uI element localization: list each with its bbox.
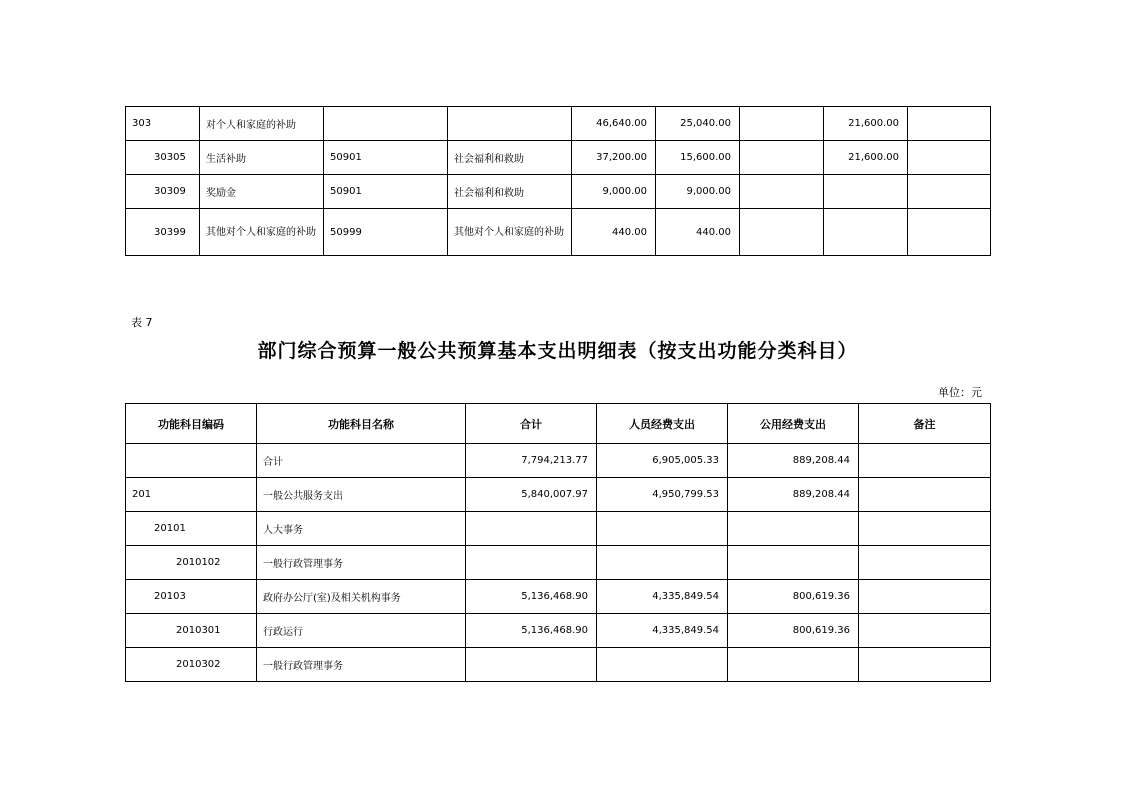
table-label: 表 7 xyxy=(131,316,153,329)
row-col3: 21,600.00 xyxy=(824,141,908,175)
row-public: 889,208.44 xyxy=(728,478,859,512)
table-row xyxy=(126,512,991,546)
row-note xyxy=(859,648,991,682)
table-row xyxy=(126,478,991,512)
row-code: 201 xyxy=(126,478,257,512)
row-personnel xyxy=(597,512,728,546)
row-name: 人大事务 xyxy=(257,512,466,546)
row-econ-name: 其他对个人和家庭的补助 xyxy=(448,209,572,256)
row-note xyxy=(859,444,991,478)
row-note xyxy=(859,546,991,580)
row-personnel xyxy=(597,546,728,580)
row-code: 30305 xyxy=(126,141,200,175)
row-col2 xyxy=(740,209,824,256)
page-title: 部门综合预算一般公共预算基本支出明细表（按支出功能分类科目） xyxy=(257,340,858,362)
row-public: 800,619.36 xyxy=(728,614,859,648)
row-col4 xyxy=(908,209,991,256)
row-code: 30399 xyxy=(126,209,200,256)
table-row xyxy=(126,444,991,478)
row-col1: 15,600.00 xyxy=(656,141,740,175)
row-code: 2010302 xyxy=(126,648,257,682)
row-col2 xyxy=(740,107,824,141)
table-row xyxy=(126,209,991,256)
row-name: 一般公共服务支出 xyxy=(257,478,466,512)
row-total: 9,000.00 xyxy=(572,175,656,209)
header-public: 公用经费支出 xyxy=(728,404,859,444)
row-total: 37,200.00 xyxy=(572,141,656,175)
row-col4 xyxy=(908,141,991,175)
row-econ-code: 50901 xyxy=(324,175,448,209)
row-name: 其他对个人和家庭的补助 xyxy=(200,209,324,256)
row-econ-code: 50999 xyxy=(324,209,448,256)
row-note xyxy=(859,614,991,648)
row-public: 889,208.44 xyxy=(728,444,859,478)
row-col3 xyxy=(824,175,908,209)
table-row xyxy=(126,175,991,209)
row-total xyxy=(466,546,597,580)
row-name: 合计 xyxy=(257,444,466,478)
row-name: 对个人和家庭的补助 xyxy=(200,107,324,141)
row-col1: 25,040.00 xyxy=(656,107,740,141)
table-header-row xyxy=(126,404,991,444)
row-total: 5,136,468.90 xyxy=(466,580,597,614)
row-public xyxy=(728,546,859,580)
row-personnel xyxy=(597,648,728,682)
row-total: 7,794,213.77 xyxy=(466,444,597,478)
row-col1: 9,000.00 xyxy=(656,175,740,209)
row-name: 行政运行 xyxy=(257,614,466,648)
row-col4 xyxy=(908,107,991,141)
row-public xyxy=(728,648,859,682)
row-col1: 440.00 xyxy=(656,209,740,256)
row-code: 30309 xyxy=(126,175,200,209)
row-name: 一般行政管理事务 xyxy=(257,648,466,682)
table-row xyxy=(126,648,991,682)
row-name: 一般行政管理事务 xyxy=(257,546,466,580)
row-econ-code xyxy=(324,107,448,141)
row-name: 生活补助 xyxy=(200,141,324,175)
table-row xyxy=(126,614,991,648)
row-total: 46,640.00 xyxy=(572,107,656,141)
row-total xyxy=(466,648,597,682)
functional-classification-table xyxy=(125,403,991,682)
row-econ-code: 50901 xyxy=(324,141,448,175)
row-econ-name xyxy=(448,107,572,141)
row-col2 xyxy=(740,141,824,175)
unit-label: 单位：元 xyxy=(938,386,982,399)
table-row xyxy=(126,107,991,141)
row-col2 xyxy=(740,175,824,209)
row-note xyxy=(859,478,991,512)
row-name: 政府办公厅(室)及相关机构事务 xyxy=(257,580,466,614)
row-col4 xyxy=(908,175,991,209)
row-note xyxy=(859,580,991,614)
row-col3: 21,600.00 xyxy=(824,107,908,141)
row-code xyxy=(126,444,257,478)
row-econ-name: 社会福利和救助 xyxy=(448,141,572,175)
header-total: 合计 xyxy=(466,404,597,444)
row-code: 2010102 xyxy=(126,546,257,580)
table-row xyxy=(126,580,991,614)
row-econ-name: 社会福利和救助 xyxy=(448,175,572,209)
row-total: 5,136,468.90 xyxy=(466,614,597,648)
row-personnel: 6,905,005.33 xyxy=(597,444,728,478)
row-note xyxy=(859,512,991,546)
header-note: 备注 xyxy=(859,404,991,444)
economic-classification-table xyxy=(125,106,991,256)
row-public xyxy=(728,512,859,546)
header-code: 功能科目编码 xyxy=(126,404,257,444)
row-personnel: 4,335,849.54 xyxy=(597,580,728,614)
row-total xyxy=(466,512,597,546)
row-personnel: 4,950,799.53 xyxy=(597,478,728,512)
row-code: 20101 xyxy=(126,512,257,546)
row-code: 2010301 xyxy=(126,614,257,648)
header-name: 功能科目名称 xyxy=(257,404,466,444)
row-public: 800,619.36 xyxy=(728,580,859,614)
row-personnel: 4,335,849.54 xyxy=(597,614,728,648)
row-name: 奖励金 xyxy=(200,175,324,209)
header-personnel: 人员经费支出 xyxy=(597,404,728,444)
row-code: 20103 xyxy=(126,580,257,614)
table-row xyxy=(126,546,991,580)
row-col3 xyxy=(824,209,908,256)
table-row xyxy=(126,141,991,175)
row-total: 440.00 xyxy=(572,209,656,256)
row-code: 303 xyxy=(126,107,200,141)
row-total: 5,840,007.97 xyxy=(466,478,597,512)
